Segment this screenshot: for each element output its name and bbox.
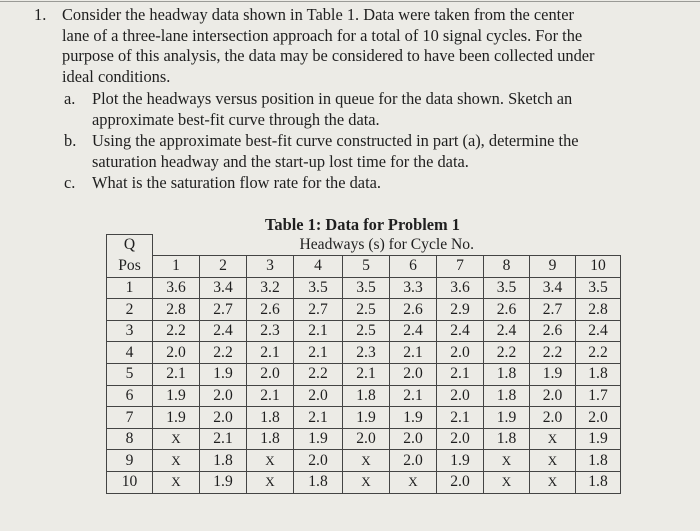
headway-cell: 2.0 (437, 385, 484, 407)
headway-cell: 3.5 (343, 277, 390, 299)
headway-cell: X (484, 450, 530, 472)
headway-cell: 1.8 (200, 450, 247, 472)
cycle-header: 6 (390, 256, 437, 278)
table-row (107, 364, 621, 386)
headway-cell: 1.9 (153, 407, 200, 429)
part-line: Plot the headways versus position in queue for the data shown. Sketch an (92, 89, 573, 108)
headway-cell: 2.2 (484, 342, 530, 364)
cycle-header: 1 (153, 256, 200, 278)
headway-cell: 1.7 (576, 385, 621, 407)
cycle-header: 2 (200, 256, 247, 278)
queue-position-cell: 5 (107, 364, 153, 386)
problem-text (62, 5, 674, 87)
headway-cell: 2.8 (576, 299, 621, 321)
headway-cell: 1.8 (484, 385, 530, 407)
queue-position-cell: 1 (107, 277, 153, 299)
table-row (107, 385, 621, 407)
headway-cell: 1.9 (576, 428, 621, 450)
headway-cell: 2.0 (200, 385, 247, 407)
headway-cell: 3.4 (530, 277, 576, 299)
headway-cell: 2.0 (530, 407, 576, 429)
headway-cell: 2.2 (530, 342, 576, 364)
table-row (107, 407, 621, 429)
headway-cell: 2.1 (294, 407, 343, 429)
headway-cell: 2.1 (200, 428, 247, 450)
headway-cell: 2.2 (576, 342, 621, 364)
headway-cell: 1.9 (390, 407, 437, 429)
part-line: saturation headway and the start-up lost time for the data. (92, 151, 469, 171)
headway-cell: X (247, 472, 294, 494)
headway-cell: X (484, 472, 530, 494)
q-header: Q (107, 235, 153, 256)
headway-cell: 1.9 (343, 407, 390, 429)
headway-cell: X (153, 450, 200, 472)
part-line: approximate best-fit curve through the data. (92, 109, 380, 129)
headway-cell: X (530, 428, 576, 450)
headway-cell: 2.6 (390, 299, 437, 321)
headway-cell: 1.8 (247, 407, 294, 429)
table-row (107, 299, 621, 321)
part-label: a. (64, 89, 76, 108)
headway-table (106, 234, 621, 494)
headway-cell: 1.8 (576, 450, 621, 472)
queue-position-cell: 2 (107, 299, 153, 321)
cycle-header: 10 (576, 256, 621, 278)
problem-line: Consider the headway data shown in Table 1. Data were taken from the center (62, 5, 574, 24)
cycle-header: 3 (247, 256, 294, 278)
headway-cell: 2.1 (294, 320, 343, 342)
cycle-header: 8 (484, 256, 530, 278)
headway-cell: 2.5 (343, 320, 390, 342)
headway-cell: 3.5 (484, 277, 530, 299)
headway-cell: 2.7 (294, 299, 343, 321)
headway-cell: 2.0 (153, 342, 200, 364)
problem-line: purpose of this analysis, the data may be considered to have been collected under (62, 46, 595, 65)
headway-cell: 2.0 (200, 407, 247, 429)
headway-cell: 2.1 (390, 385, 437, 407)
problem-line: lane of a three-lane intersection approach for a total of 10 signal cycles. For the (62, 25, 583, 45)
queue-position-cell: 8 (107, 428, 153, 450)
headway-cell: 2.0 (530, 385, 576, 407)
queue-position-cell: 4 (107, 342, 153, 364)
top-rule (0, 1, 700, 2)
headway-cell: 1.9 (484, 407, 530, 429)
headway-cell: 2.0 (437, 472, 484, 494)
headway-cell: 1.8 (294, 472, 343, 494)
headway-cell: X (530, 472, 576, 494)
headway-cell: 3.4 (200, 277, 247, 299)
headway-cell: X (343, 450, 390, 472)
part-line: Using the approximate best-fit curve constructed in part (a), determine the (92, 131, 579, 150)
headway-cell: X (153, 472, 200, 494)
headway-cell: 2.6 (247, 299, 294, 321)
headway-cell: 2.3 (343, 342, 390, 364)
headway-cell: 2.0 (343, 428, 390, 450)
cycle-header: 9 (530, 256, 576, 278)
headway-cell: X (343, 472, 390, 494)
headway-cell: 2.0 (390, 428, 437, 450)
headway-cell: 2.4 (390, 320, 437, 342)
queue-position-cell: 9 (107, 450, 153, 472)
headway-cell: 3.5 (576, 277, 621, 299)
group-header: Headways (s) for Cycle No. (299, 235, 474, 253)
table-row (107, 472, 621, 494)
headway-cell: 2.1 (247, 342, 294, 364)
headway-cell: 1.8 (343, 385, 390, 407)
headway-cell: 2.1 (247, 385, 294, 407)
headway-cell: 2.1 (437, 407, 484, 429)
headway-cell: 1.9 (437, 450, 484, 472)
headway-table-wrapper (106, 234, 621, 494)
headway-cell: 2.2 (200, 342, 247, 364)
queue-position-cell: 6 (107, 385, 153, 407)
headway-cell: X (247, 450, 294, 472)
headway-cell: 2.7 (200, 299, 247, 321)
table-row (107, 342, 621, 364)
cycle-header: 7 (437, 256, 484, 278)
headway-cell: 2.4 (576, 320, 621, 342)
headway-cell: 2.1 (294, 342, 343, 364)
headway-cell: 2.4 (437, 320, 484, 342)
headway-cell: 2.2 (153, 320, 200, 342)
table-row (107, 320, 621, 342)
headway-cell: 2.6 (530, 320, 576, 342)
headway-cell: 1.9 (153, 385, 200, 407)
table-row (107, 277, 621, 299)
headway-cell: 2.4 (200, 320, 247, 342)
table-row (107, 428, 621, 450)
problem-number: 1. (34, 5, 47, 24)
headway-cell: 2.1 (437, 364, 484, 386)
headway-cell: 2.8 (153, 299, 200, 321)
headway-cell: 1.8 (247, 428, 294, 450)
headway-cell: 3.6 (437, 277, 484, 299)
headway-cell: 2.0 (390, 364, 437, 386)
headway-cell: X (390, 472, 437, 494)
headway-cell: 3.5 (294, 277, 343, 299)
header-row (107, 256, 621, 278)
table-row (107, 450, 621, 472)
part-line: What is the saturation flow rate for the data. (92, 173, 382, 192)
headway-cell: 1.9 (200, 472, 247, 494)
queue-position-cell: 10 (107, 472, 153, 494)
headway-cell: 2.0 (390, 450, 437, 472)
headway-cell: 3.3 (390, 277, 437, 299)
part-label: b. (64, 131, 77, 150)
part-label: c. (64, 173, 76, 192)
headway-cell: 2.0 (247, 364, 294, 386)
headway-cell: 2.1 (343, 364, 390, 386)
headway-cell: 2.1 (390, 342, 437, 364)
headway-cell: 2.6 (484, 299, 530, 321)
cycle-header: 5 (343, 256, 390, 278)
headway-cell: 2.0 (294, 450, 343, 472)
headway-cell: 2.7 (530, 299, 576, 321)
headway-cell: 2.0 (576, 407, 621, 429)
headway-cell: 1.9 (294, 428, 343, 450)
queue-position-cell: 3 (107, 320, 153, 342)
table-body (107, 277, 621, 493)
headway-cell: 1.8 (576, 472, 621, 494)
headway-cell: X (530, 450, 576, 472)
queue-position-cell: 7 (107, 407, 153, 429)
headway-cell: X (153, 428, 200, 450)
cycle-header: 4 (294, 256, 343, 278)
headway-cell: 1.9 (530, 364, 576, 386)
headway-cell: 2.3 (247, 320, 294, 342)
table-title: Table 1: Data for Problem 1 (265, 215, 461, 234)
headway-cell: 1.9 (200, 364, 247, 386)
pos-header: Pos (107, 256, 153, 278)
headway-cell: 2.2 (294, 364, 343, 386)
headway-cell: 2.5 (343, 299, 390, 321)
headway-cell: 1.8 (484, 428, 530, 450)
headway-cell: 2.1 (153, 364, 200, 386)
headway-cell: 2.0 (294, 385, 343, 407)
headway-cell: 1.8 (484, 364, 530, 386)
problem-line: ideal conditions. (62, 66, 171, 86)
headway-cell: 2.9 (437, 299, 484, 321)
headway-cell: 3.6 (153, 277, 200, 299)
headway-cell: 2.4 (484, 320, 530, 342)
headway-cell: 2.0 (437, 342, 484, 364)
headway-cell: 2.0 (437, 428, 484, 450)
headway-cell: 1.8 (576, 364, 621, 386)
headway-cell: 3.2 (247, 277, 294, 299)
